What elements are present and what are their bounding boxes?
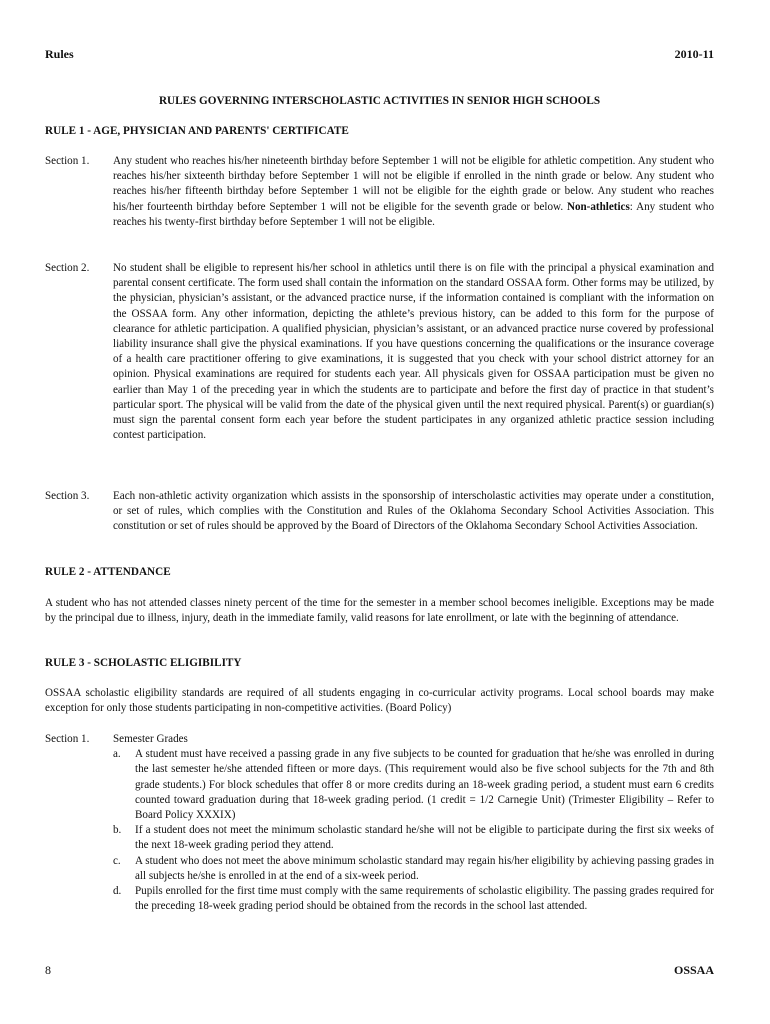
document-title: RULES GOVERNING INTERSCHOLASTIC ACTIVITIES IN SENIOR HIGH SCHOOLS (158, 95, 601, 107)
list-marker: a. (113, 748, 121, 761)
section-bold-term: Non-athletics (566, 200, 630, 213)
rule-2-text: A student who has not attended classes ninety percent of the time for the semester in a member school becomes ineligible. Exceptions may be made by the principal due to illness, injury, death in the immediate family, valid reasons for late enrollment, or late with the beginning of attendance. (45, 597, 714, 625)
section-text-part: Any student who reaches his/her nineteenth birthday before September 1 will not be eligible for athletic competition. Any student who reaches his/her sixteenth birthday before September 1 will not be eligible if enrolled in the ninth grade or below. Any student who reaches his/her fifteenth birthday before September 1 will not be eligible for the eighth grade or below. Any student who reaches his/her fourteenth birthday before September 1 will not be eligible for the seventh grade or below. (113, 155, 714, 213)
list-item (113, 884, 714, 914)
list-item-text: A student must have received a passing grade in any five subjects to be counted for graduation that he/she was enrolled in during the last semester he/she attended fifteen or more days. (This requirement would also be five school subjects for the 7th and 8th grade students.) For block schedules that offer 8 or more credits during an 18-week grading period, a student must earn 6 credits counted toward graduation during that 18-week grading period. (1 credit = 1/2 Carnegie Unit) (Trimester Eligibility – Refer to Board Policy XXXIX) (135, 748, 714, 822)
section-text: Each non-athletic activity organization which assists in the sponsorship of interscholastic activities may operate under a constitution, or set of rules, which complies with the Constitution and Rules of the Oklahoma Secondary School Activities Association. This constitution or set of rules should be approved by the Board of Directors of the Oklahoma Secondary School Activities Association. (113, 490, 714, 533)
rule-2-heading: RULE 2 - ATTENDANCE (45, 566, 171, 578)
document-page (45, 0, 714, 1024)
section-subtitle: Semester Grades (113, 733, 188, 745)
rule-1-section-1 (45, 154, 714, 230)
list-marker: d. (113, 885, 122, 898)
list-item (113, 747, 714, 823)
section-text-part: : Any student who reaches his twenty-first birthday before September 1 will not be eligible. (113, 200, 715, 228)
list-item (113, 854, 714, 884)
rule-1-section-3 (45, 489, 714, 535)
footer-org: OSSAA (673, 963, 714, 977)
list-item-text: A student who does not meet the above minimum scholastic standard may regain his/her eligibility by achieving passing grades in all subjects he/she is enrolled in at the end of a six-week period. (135, 854, 714, 882)
page-number: 8 (45, 963, 51, 977)
section-text: No student shall be eligible to represent his/her school in athletics until there is on file with the principal a physical examination and parental consent certificate. The form used shall contain the information on the standard OSSAA form. Other forms may be utilized, by the physician, physician’s assistant, or the advanced practice nurse, if the information contained is compliant with the information on the OSSAA form. Any other information, depicting the athlete’s previous history, can be added to this form for the purpose of clearance for athletic participation. A qualified physician, physician’s assistant, or an advanced practice nurse covered by professional liability insurance shall give the physical examinations. If you have questions concerning the qualifications or the insurance coverage of a health care practitioner offering to give examinations, it is suggested that you check with your school district attorney for an opinion. Physical examinations are required for students each year. All physicals given for OSSAA participation must be given no earlier than May 1 of the preceding year in which the students are to participate and before the first day of practice in that student’s particular sport. The physical will be valid from the date of the physical given until the next required physical. Parent(s) or guardian(s) must sign the parental consent form each year before the student participates in any organized athletic practice session including contest participation. (113, 262, 714, 442)
rule-1-heading: RULE 1 - AGE, PHYSICIAN AND PARENTS' CERTIFICATE (45, 125, 349, 137)
section-label: Section 1. (45, 155, 90, 167)
section-label: Section 2. (45, 262, 90, 274)
section-label: Section 3. (45, 490, 90, 502)
rule-1-section-2 (45, 261, 714, 443)
section-text (113, 154, 714, 230)
list-item (113, 823, 714, 853)
rule-3-intro: OSSAA scholastic eligibility standards are required of all students engaging in co-curricular activity programs. Local school boards may make exception for only those students participating in non-competitive activities. (Board Policy) (45, 687, 714, 715)
rule-3-section-1 (45, 732, 714, 914)
semester-grades-list (113, 747, 714, 914)
list-item-text: If a student does not meet the minimum scholastic standard he/she will not be eligible to participate during the first six weeks of the next 18-week grading period they attend. (135, 824, 714, 852)
header-left: Rules (45, 47, 74, 61)
list-marker: c. (113, 854, 121, 867)
header-right: 2010-11 (674, 47, 714, 61)
section-label: Section 1. (45, 733, 90, 745)
list-item-text: Pupils enrolled for the first time must comply with the same requirements of scholastic eligibility. The passing grades required for the preceding 18-week grading period should be obtained from the records in the school last attended. (135, 885, 714, 913)
rule-3-heading: RULE 3 - SCHOLASTIC ELIGIBILITY (45, 657, 242, 669)
list-marker: b. (113, 824, 122, 837)
